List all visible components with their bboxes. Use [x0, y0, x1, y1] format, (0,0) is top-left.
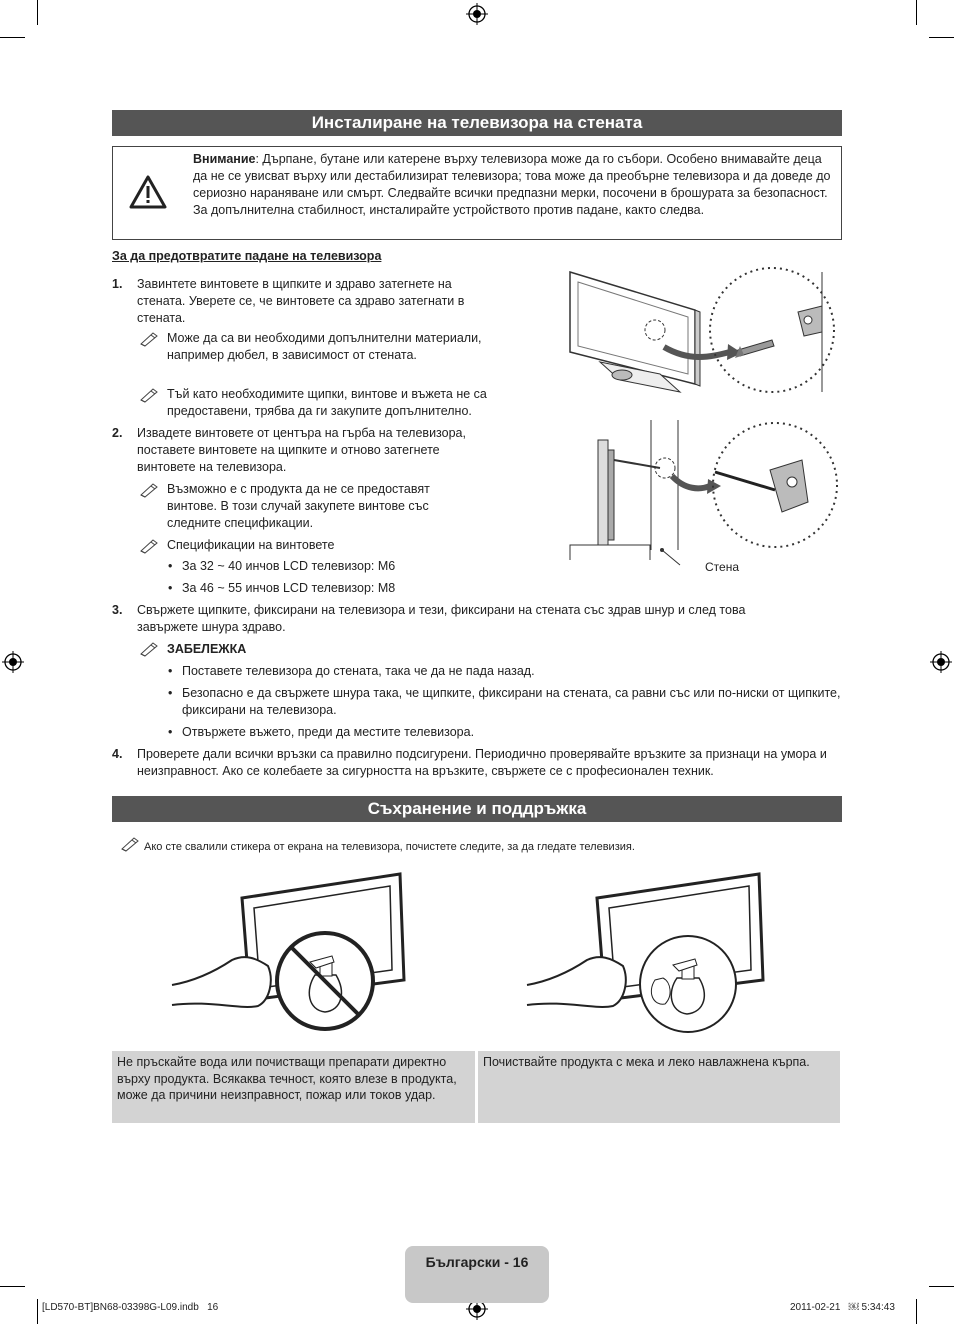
- crop-mark: [37, 0, 38, 25]
- crop-mark: [0, 37, 25, 38]
- note-pencil-icon: [139, 538, 159, 554]
- crop-mark: [916, 0, 917, 25]
- crop-mark: [916, 1299, 917, 1324]
- warning-label: Внимание: [193, 152, 256, 166]
- step-number: 1.: [112, 277, 123, 291]
- warning-text: : Дърпане, бутане или катерене върху телевизора може да го събори. Особено внимавайте деца да не се увисват върху или дестабилизират телевизора; това може да преобърне телевизора и да доведе до сериозно нараняване или смърт. Следвайте всички предпазни мерки, посочени в брошурата за безопасност. За допълнителна стабилност, инсталирайте устройството против падане, както следва.: [193, 152, 831, 217]
- section-title-storage: Съхранение и поддръжка: [112, 796, 842, 822]
- tv-side-cord-illustration: [560, 410, 845, 570]
- note-pencil-icon: [139, 641, 159, 657]
- note-title: ЗАБЕЛЕЖКА: [167, 642, 247, 656]
- registration-mark-icon: [466, 3, 488, 25]
- step-2-note-2: Спецификации на винтовете: [167, 538, 335, 552]
- spec-bullet: • За 32 ~ 40 инчов LCD телевизор: M6: [182, 558, 395, 575]
- step-2-text: Извадете винтовете от центъра на гърба на телевизора, поставете винтовете на щипките и отново затегнете винтовете на телевизора.: [137, 426, 466, 474]
- caution-cell: Не пръскайте вода или почистващи препарати директно върху продукта. Всякаква течност, която влезе в продукта, може да причини неизправност, пожар или токов удар.: [112, 1051, 475, 1123]
- spec-bullet: • За 46 ~ 55 инчов LCD телевизор: M8: [182, 580, 395, 597]
- step-number: 3.: [112, 603, 123, 617]
- instruction-cell: Почиствайте продукта с мека и леко навлажнена кърпа.: [478, 1051, 840, 1123]
- step-3-text: Свържете щипките, фиксирани на телевизора и тези, фиксирани на стената със здрав шнур и след това завържете шнура здраво.: [137, 603, 746, 634]
- file-info: [LD570-BT]BN68-03398G-L09.indb 16: [42, 1302, 219, 1313]
- crop-mark: [929, 37, 954, 38]
- registration-mark-icon: [930, 651, 952, 673]
- registration-mark-icon: [2, 651, 24, 673]
- note-pencil-icon: [139, 482, 159, 498]
- soft-cloth-illustration: [525, 870, 775, 1040]
- subheading: За да предотвратите падане на телевизора: [112, 249, 382, 263]
- warning-box: [112, 146, 842, 240]
- step-2-note-1: Възможно е с продукта да не се предоставят винтове. В този случай закупете винтове със следните спецификации.: [167, 482, 430, 530]
- tv-back-bracket-illustration: [560, 262, 845, 402]
- note-bullet: • Поставете телевизора до стената, така че да не пада назад.: [182, 663, 832, 680]
- note-pencil-icon: [120, 836, 140, 852]
- crop-mark: [0, 1286, 25, 1287]
- wall-label: Стена: [705, 560, 740, 574]
- step-1-text: Завинтете винтовете в щипките и здраво затегнете на стената. Уверете се, че винтовете са здраво затегнати в стената.: [137, 277, 465, 325]
- warning-triangle-icon: [129, 175, 167, 209]
- no-spray-illustration: [170, 870, 410, 1040]
- section-title-wall-install: Инсталиране на телевизора на стената: [112, 110, 842, 136]
- note-pencil-icon: [139, 387, 159, 403]
- step-1-note-2: Тъй като необходимите щипки, винтове и въжета не са предоставени, трябва да ги закупите допълнително.: [167, 387, 487, 418]
- page-number: Български - 16: [425, 1254, 529, 1270]
- step-1-note-1: Може да са ви необходими допълнителни материали, например дюбел, в зависимост от стената.: [167, 331, 482, 362]
- sticker-note: Ако сте свалили стикера от екрана на телевизора, почистете следите, за да гледате телевизия.: [144, 841, 635, 853]
- note-bullet: • Отвържете въжето, преди да местите телевизора.: [182, 724, 832, 741]
- step-number: 2.: [112, 426, 123, 440]
- crop-mark: [37, 1299, 38, 1324]
- note-bullet: • Безопасно е да свържете шнура така, че щипките, фиксирани на стената, са равни със или по-ниски от щипките, фиксирани на телевизора.: [182, 685, 842, 719]
- crop-mark: [929, 1286, 954, 1287]
- step-4-text: Проверете дали всички връзки са правилно подсигурени. Периодично проверявайте връзките за признаци на умора и неизправност. Ако се колебаете за сигурността на връзките, свържете се с професионален техник.: [137, 747, 827, 778]
- step-number: 4.: [112, 747, 123, 761]
- note-pencil-icon: [139, 331, 159, 347]
- date-info: 2011-02-21 ￼ 5:34:43: [790, 1302, 895, 1313]
